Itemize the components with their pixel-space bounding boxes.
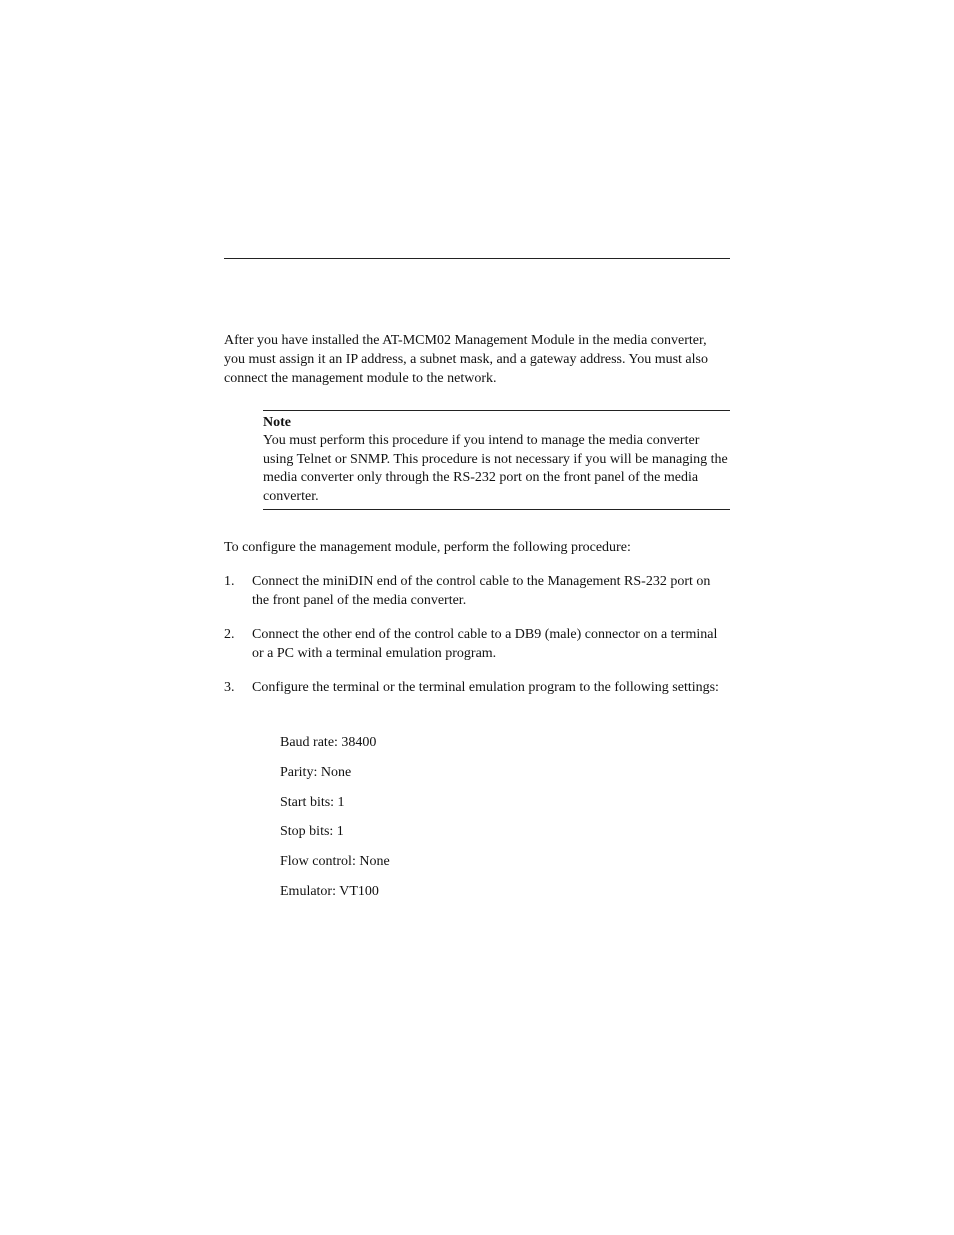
setting-flow-control: Flow control: None: [280, 854, 390, 870]
step-number: 3.: [224, 680, 235, 695]
step-text: Connect the other end of the control cable to a DB9 (male) connector on a terminal or a PC with a terminal emulation program.: [252, 627, 718, 661]
setting-emulator: Emulator: VT100: [280, 883, 379, 899]
step-item: [224, 678, 730, 697]
step-item: [224, 572, 730, 610]
setting-stop-bits: Stop bits: 1: [280, 824, 344, 840]
step-text: Connect the miniDIN end of the control cable to the Management RS-232 port on the front panel of the media converter.: [252, 574, 711, 608]
step-number: 2.: [224, 627, 235, 642]
procedure-lead: To configure the management module, perform the following procedure:: [224, 540, 631, 555]
setting-start-bits: Start bits: 1: [280, 794, 345, 810]
procedure-steps: [224, 572, 730, 712]
setting-baud-rate: Baud rate: 38400: [280, 735, 377, 750]
note-box: [263, 410, 730, 510]
step-text: Configure the terminal or the terminal emulation program to the following settings:: [252, 680, 719, 695]
setting-parity: Parity: None: [280, 764, 352, 780]
note-title: Note: [263, 415, 291, 430]
top-rule: [224, 258, 730, 259]
terminal-settings-list: [280, 733, 390, 912]
step-number: 1.: [224, 574, 235, 589]
note-body: You must perform this procedure if you intend to manage the media converter using Telnet or SNMP. This procedure is not necessary if you will be managing the media converter only through the RS-232 port on the front panel of the media converter.: [263, 433, 728, 504]
intro-paragraph: After you have installed the AT-MCM02 Management Module in the media converter, you must assign it an IP address, a subnet mask, and a gateway address. You must also connect the management module to the network.: [224, 333, 708, 386]
step-item: [224, 625, 730, 663]
